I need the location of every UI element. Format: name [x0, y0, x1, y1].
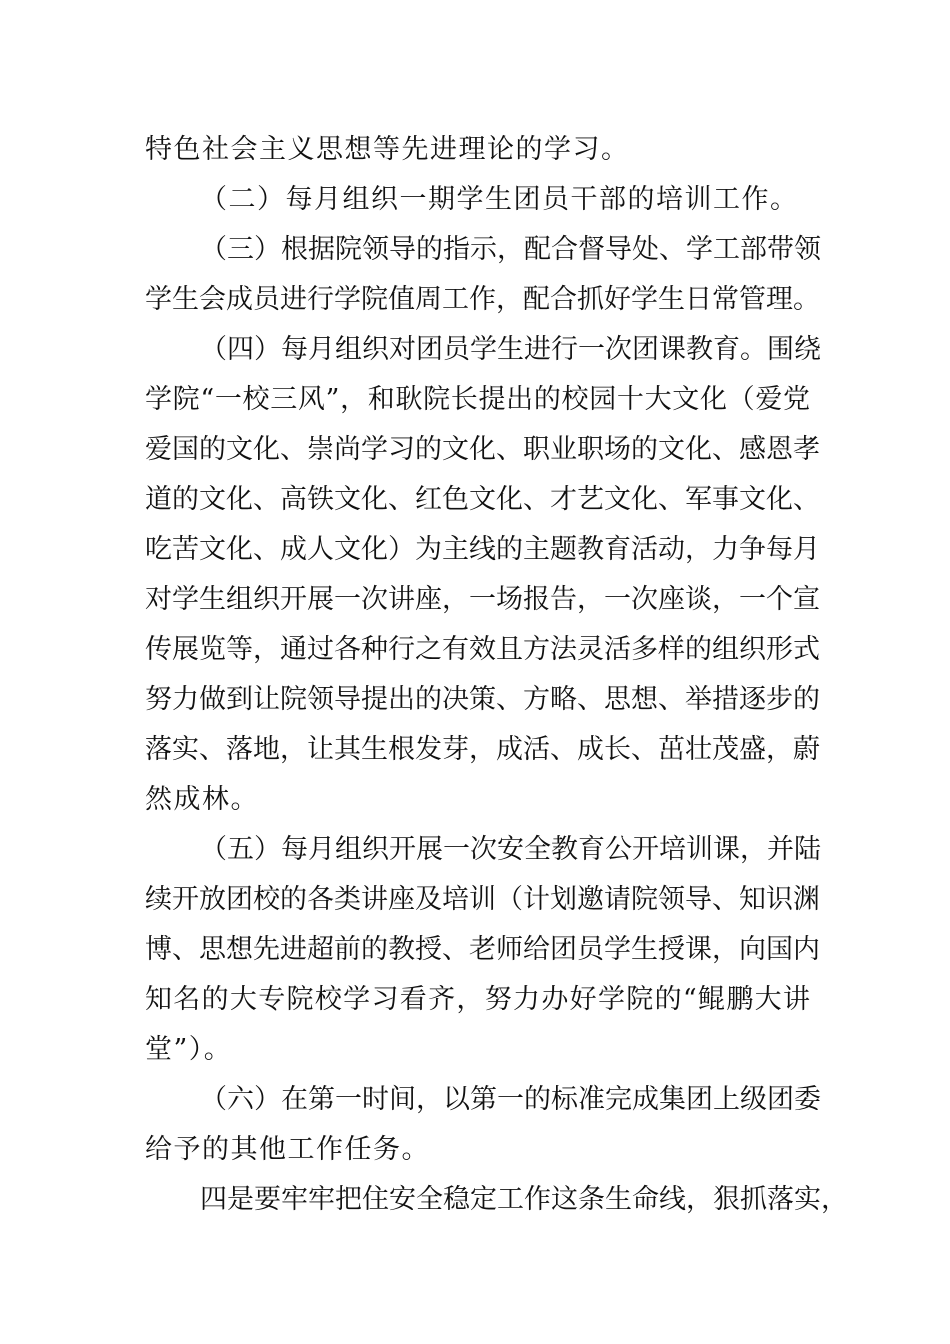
text-line: 对学生组织开展一次讲座，一场报告，一次座谈，一个宣 [145, 584, 820, 615]
text-line: （三）根据院领导的指示，配合督导处、学工部带领 [200, 234, 821, 265]
text-line: 传展览等，通过各种行之有效且方法灵活多样的组织形式 [145, 634, 820, 665]
text-line: 堂”）。 [145, 1034, 233, 1065]
text-line: 知名的大专院校学习看齐，努力办好学院的“鲲鹏大讲 [145, 984, 810, 1015]
text-line: 落实、落地，让其生根发芽，成活、成长、茁壮茂盛，蔚 [145, 734, 820, 765]
text-line: 学院“一校三风”，和耿院长提出的校园十大文化（爱党 [145, 384, 810, 415]
text-line: 爱国的文化、崇尚学习的文化、职业职场的文化、感恩孝 [145, 434, 820, 465]
text-line: 博、思想先进超前的教授、老师给团员学生授课，向国内 [145, 934, 820, 965]
text-line: 努力做到让院领导提出的决策、方略、思想、举措逐步的 [145, 684, 820, 715]
text-line: 给予的其他工作任务。 [145, 1134, 430, 1165]
text-line: 吃苦文化、成人文化）为主线的主题教育活动，力争每月 [145, 534, 820, 565]
text-line: （六）在第一时间，以第一的标准完成集团上级团委 [200, 1084, 821, 1115]
text-line: （五）每月组织开展一次安全教育公开培训课，并陆 [200, 834, 821, 865]
text-line: 续开放团校的各类讲座及培训（计划邀请院领导、知识渊 [145, 884, 820, 915]
text-line: 四是要牢牢把住安全稳定工作这条生命线，狠抓落实， [200, 1184, 848, 1215]
text-line: （四）每月组织对团员学生进行一次团课教育。围绕 [200, 334, 821, 365]
text-line: 道的文化、高铁文化、红色文化、才艺文化、军事文化、 [145, 484, 820, 515]
text-line: （二）每月组织一期学生团员干部的培训工作。 [200, 184, 799, 215]
text-line: 然成林。 [145, 784, 259, 815]
text-line: 特色社会主义思想等先进理论的学习。 [145, 134, 630, 165]
text-line: 学生会成员进行学院值周工作，配合抓好学生日常管理。 [145, 284, 820, 315]
